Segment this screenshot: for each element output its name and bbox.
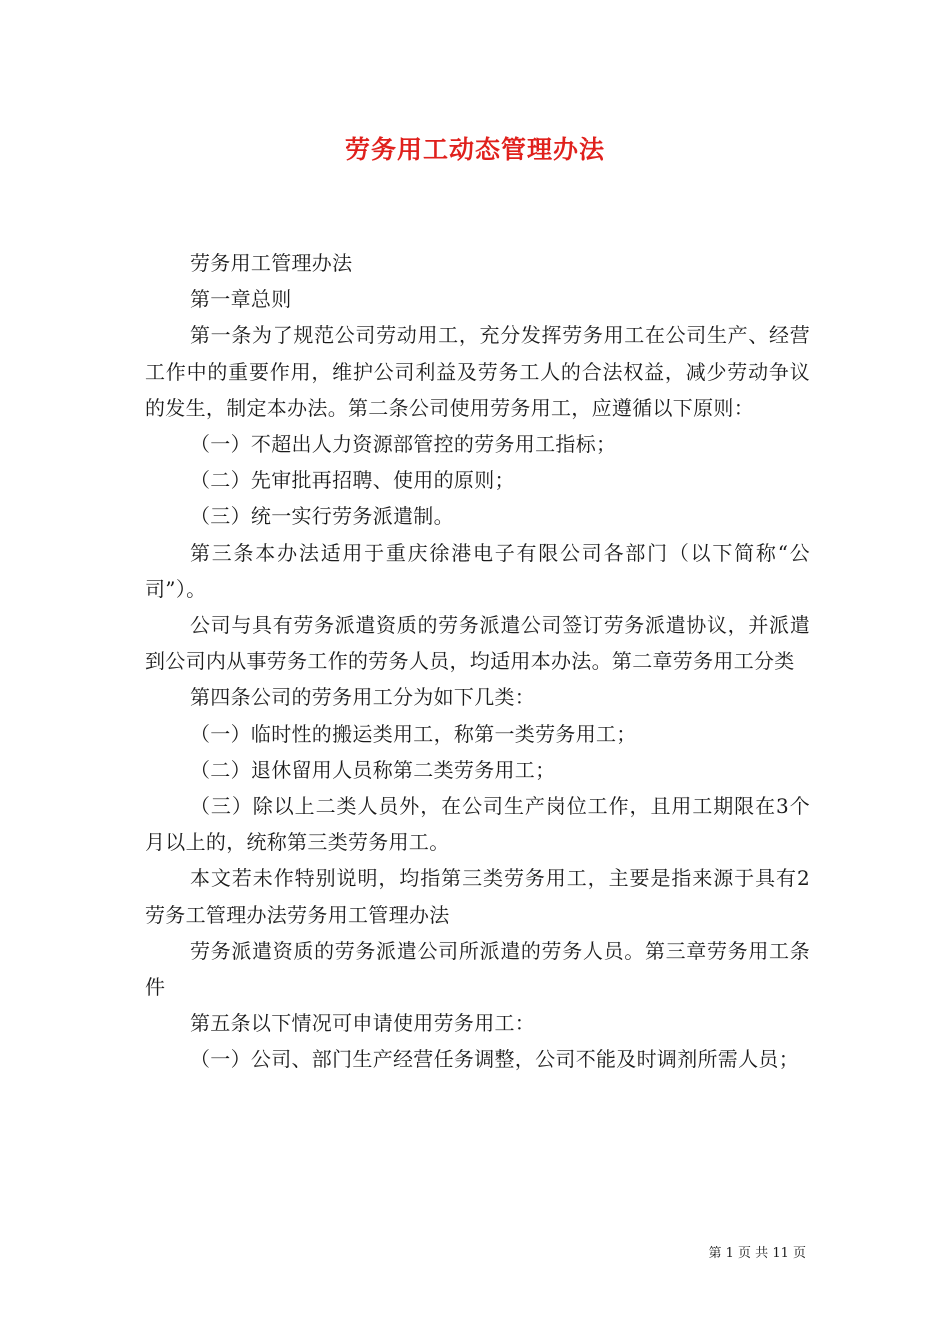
- paragraph: 第三条本办法适用于重庆徐港电子有限公司各部门（以下简称“公司”）。: [145, 540, 810, 601]
- paragraph: （三）统一实行劳务派遣制。: [190, 504, 454, 529]
- paragraph: （三）除以上二类人员外，在公司生产岗位工作，且用工期限在3个月以上的，统称第三类劳务用工。: [145, 794, 810, 855]
- paragraph: 第一条为了规范公司劳动用工，充分发挥劳务用工在公司生产、经营工作中的重要作用，维护公司利益及劳务工人的合法权益，减少劳动争议的发生，制定本办法。第二条公司使用劳务用工，应遵循以下原则：: [145, 323, 810, 420]
- paragraph: （一）公司、部门生产经营任务调整，公司不能及时调剂所需人员；: [190, 1047, 799, 1072]
- paragraph: （一）临时性的搬运类用工，称第一类劳务用工；: [190, 721, 637, 746]
- document-body: [145, 245, 810, 1078]
- paragraph: 公司与具有劳务派遣资质的劳务派遣公司签订劳务派遣协议，并派遣到公司内从事劳务工作的劳务人员，均适用本办法。第二章劳务用工分类: [145, 613, 810, 674]
- paragraph: （一）不超出人力资源部管控的劳务用工指标；: [190, 432, 617, 457]
- document-title: 劳务用工动态管理办法: [344, 135, 605, 164]
- page-indicator: 第 1 页 共 11 页: [708, 1246, 806, 1261]
- paragraph: 本文若未作特别说明，均指第三类劳务用工，主要是指来源于具有2劳务工管理办法劳务用工管理办法: [145, 866, 810, 927]
- paragraph: （二）退休留用人员称第二类劳务用工；: [190, 757, 556, 782]
- paragraph: 劳务用工管理办法: [190, 251, 353, 275]
- paragraph: 劳务派遣资质的劳务派遣公司所派遣的劳务人员。第三章劳务用工条件: [145, 938, 810, 1000]
- paragraph: 第一章总则: [190, 287, 292, 312]
- paragraph: （二）先审批再招聘、使用的原则；: [190, 468, 515, 493]
- paragraph: 第四条公司的劳务用工分为如下几类：: [190, 685, 536, 710]
- paragraph: 第五条以下情况可申请使用劳务用工：: [190, 1011, 536, 1036]
